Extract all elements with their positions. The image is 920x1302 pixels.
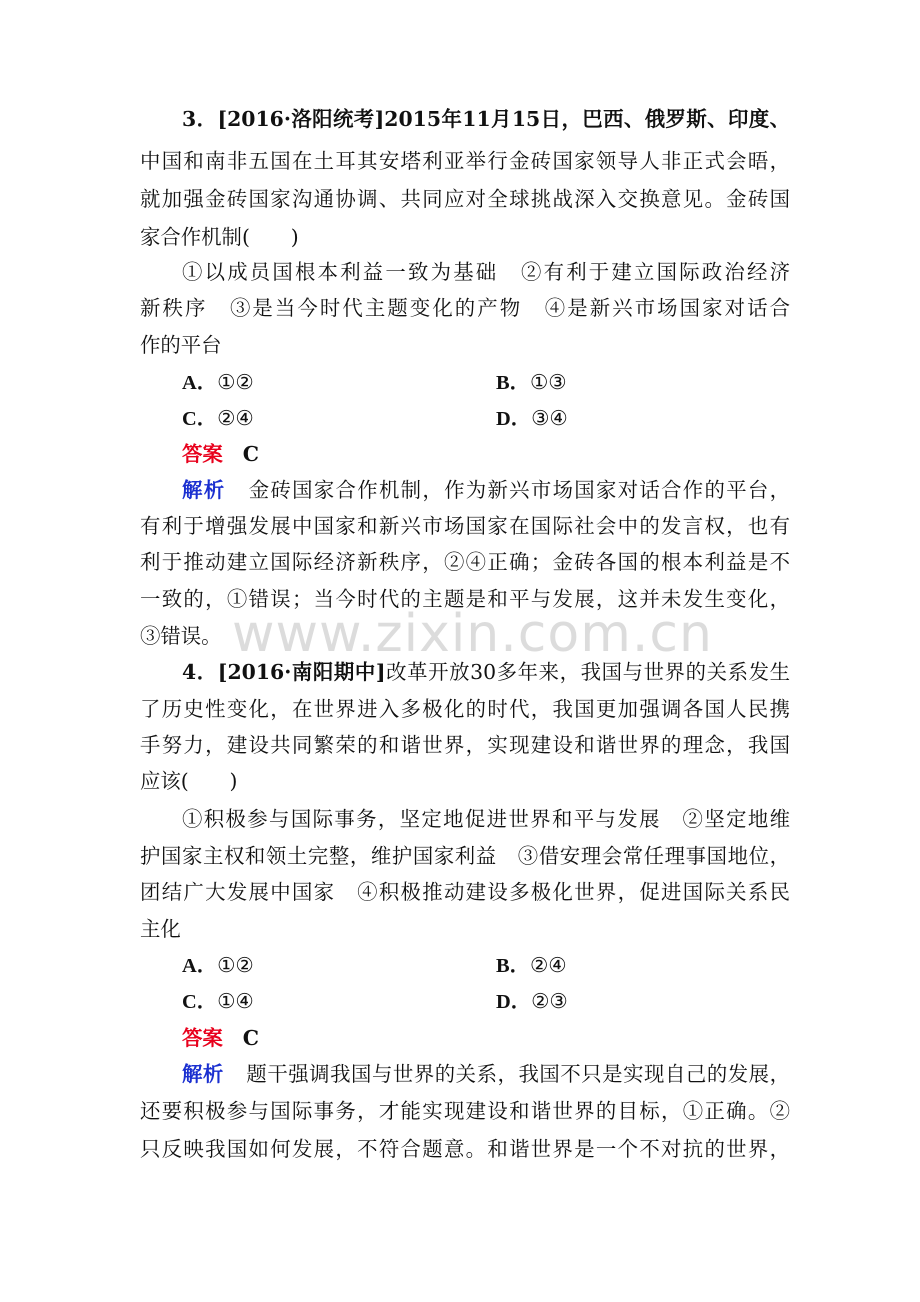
option-letter: A． bbox=[182, 955, 218, 977]
question-3-stem-text: 2015年11月15日，巴西、俄罗斯、印度、 bbox=[384, 107, 790, 131]
option-text: ③④ bbox=[531, 406, 568, 430]
option-letter: B． bbox=[496, 372, 530, 394]
question-4-number: 4． bbox=[182, 660, 218, 684]
answer-value: C bbox=[242, 1026, 260, 1050]
question-4-stem-line-1 bbox=[182, 654, 790, 690]
question-3-statement-line-2: 新秩序 ③是当今时代主题变化的产物 ④是新兴市场国家对话合 bbox=[140, 296, 790, 320]
question-3-stem-line-2: 中国和南非五国在土耳其安塔利亚举行金砖国家领导人非正式会晤， bbox=[140, 149, 790, 173]
question-4-stem-text: 改革开放30多年来，我国与世界的关系发生 bbox=[385, 660, 790, 684]
answer-label: 答案 bbox=[182, 442, 223, 466]
question-4-stem-line-2: 了历史性变化，在世界进入多极化的时代，我国更加强调各国人民携 bbox=[140, 697, 790, 721]
option-text: ②③ bbox=[531, 989, 568, 1013]
analysis-label: 解析 bbox=[182, 478, 226, 502]
question-3-option-c bbox=[182, 400, 254, 436]
answer-label: 答案 bbox=[182, 1026, 223, 1050]
analysis-text: 金砖国家合作机制，作为新兴市场国家对话合作的平台， bbox=[247, 478, 790, 502]
analysis-label: 解析 bbox=[182, 1062, 224, 1086]
option-text: ①② bbox=[217, 953, 254, 977]
question-4-answer bbox=[182, 1020, 259, 1056]
question-3-number: 3． bbox=[182, 107, 218, 131]
question-4-analysis-line-3: 只反映我国如何发展，不符合题意。和谐世界是一个不对抗的世界， bbox=[140, 1137, 790, 1161]
question-4-option-d bbox=[496, 983, 568, 1019]
answer-value: C bbox=[242, 442, 260, 466]
watermark: www.zixin.com.cn bbox=[232, 604, 713, 664]
question-3-analysis-line-2: 有利于增强发展中国家和新兴市场国家在国际社会中的发言权，也有 bbox=[140, 514, 790, 538]
question-3-analysis-line-1 bbox=[182, 472, 790, 508]
option-letter: D． bbox=[496, 991, 532, 1013]
analysis-text: 题干强调我国与世界的关系，我国不只是实现自己的发展， bbox=[245, 1062, 790, 1086]
option-letter: B． bbox=[496, 955, 530, 977]
question-4-option-c bbox=[182, 983, 254, 1019]
question-3-stem-line-3: 就加强金砖国家沟通协调、共同应对全球挑战深入交换意见。金砖国 bbox=[140, 187, 790, 211]
question-4-statement-line-4: 主化 bbox=[140, 917, 181, 941]
question-3-analysis-line-3: 利于推动建立国际经济新秩序，②④正确；金砖各国的根本利益是不 bbox=[140, 550, 790, 574]
question-4-stem-line-3: 手努力，建设共同繁荣的和谐世界，实现建设和谐世界的理念，我国 bbox=[140, 733, 790, 757]
question-3-statement-line-1: ①以成员国根本利益一致为基础 ②有利于建立国际政治经济 bbox=[182, 260, 790, 284]
option-text: ①④ bbox=[217, 989, 254, 1013]
option-letter: A． bbox=[182, 372, 218, 394]
option-text: ②④ bbox=[530, 953, 567, 977]
question-4-option-b bbox=[496, 947, 567, 983]
question-4-statement-line-1: ①积极参与国际事务，坚定地促进世界和平与发展 ②坚定地维 bbox=[182, 807, 790, 831]
question-3-analysis-line-5: ③错误。 bbox=[140, 624, 222, 648]
question-3-analysis-line-4: 一致的，①错误；当今时代的主题是和平与发展，这并未发生变化， bbox=[140, 587, 790, 611]
option-text: ①③ bbox=[530, 370, 567, 394]
question-4-stem-line-4: 应该( ) bbox=[140, 769, 238, 793]
question-3-option-b bbox=[496, 364, 567, 400]
question-3-stem-line-4: 家合作机制( ) bbox=[140, 225, 299, 249]
question-4-source: [2016·南阳期中] bbox=[217, 660, 386, 684]
question-3-option-a bbox=[182, 364, 254, 400]
option-letter: C． bbox=[182, 991, 218, 1013]
question-4-statement-line-3: 团结广大发展中国家 ④积极推动建设多极化世界，促进国际关系民 bbox=[140, 880, 790, 904]
option-text: ①② bbox=[217, 370, 254, 394]
question-3-statement-line-3: 作的平台 bbox=[140, 333, 222, 357]
option-letter: D． bbox=[496, 408, 532, 430]
question-4-analysis-line-2: 还要积极参与国际事务，才能实现建设和谐世界的目标，①正确。② bbox=[140, 1099, 790, 1123]
question-3-source: [2016·洛阳统考] bbox=[217, 107, 385, 131]
question-4-analysis-line-1 bbox=[182, 1056, 790, 1092]
question-4-option-a bbox=[182, 947, 254, 983]
question-3-stem-line-1 bbox=[182, 101, 790, 137]
option-letter: C． bbox=[182, 408, 218, 430]
question-4-statement-line-2: 护国家主权和领土完整，维护国家利益 ③借安理会常任理事国地位， bbox=[140, 844, 790, 868]
question-3-option-d bbox=[496, 400, 568, 436]
question-3-answer bbox=[182, 436, 259, 472]
option-text: ②④ bbox=[217, 406, 254, 430]
